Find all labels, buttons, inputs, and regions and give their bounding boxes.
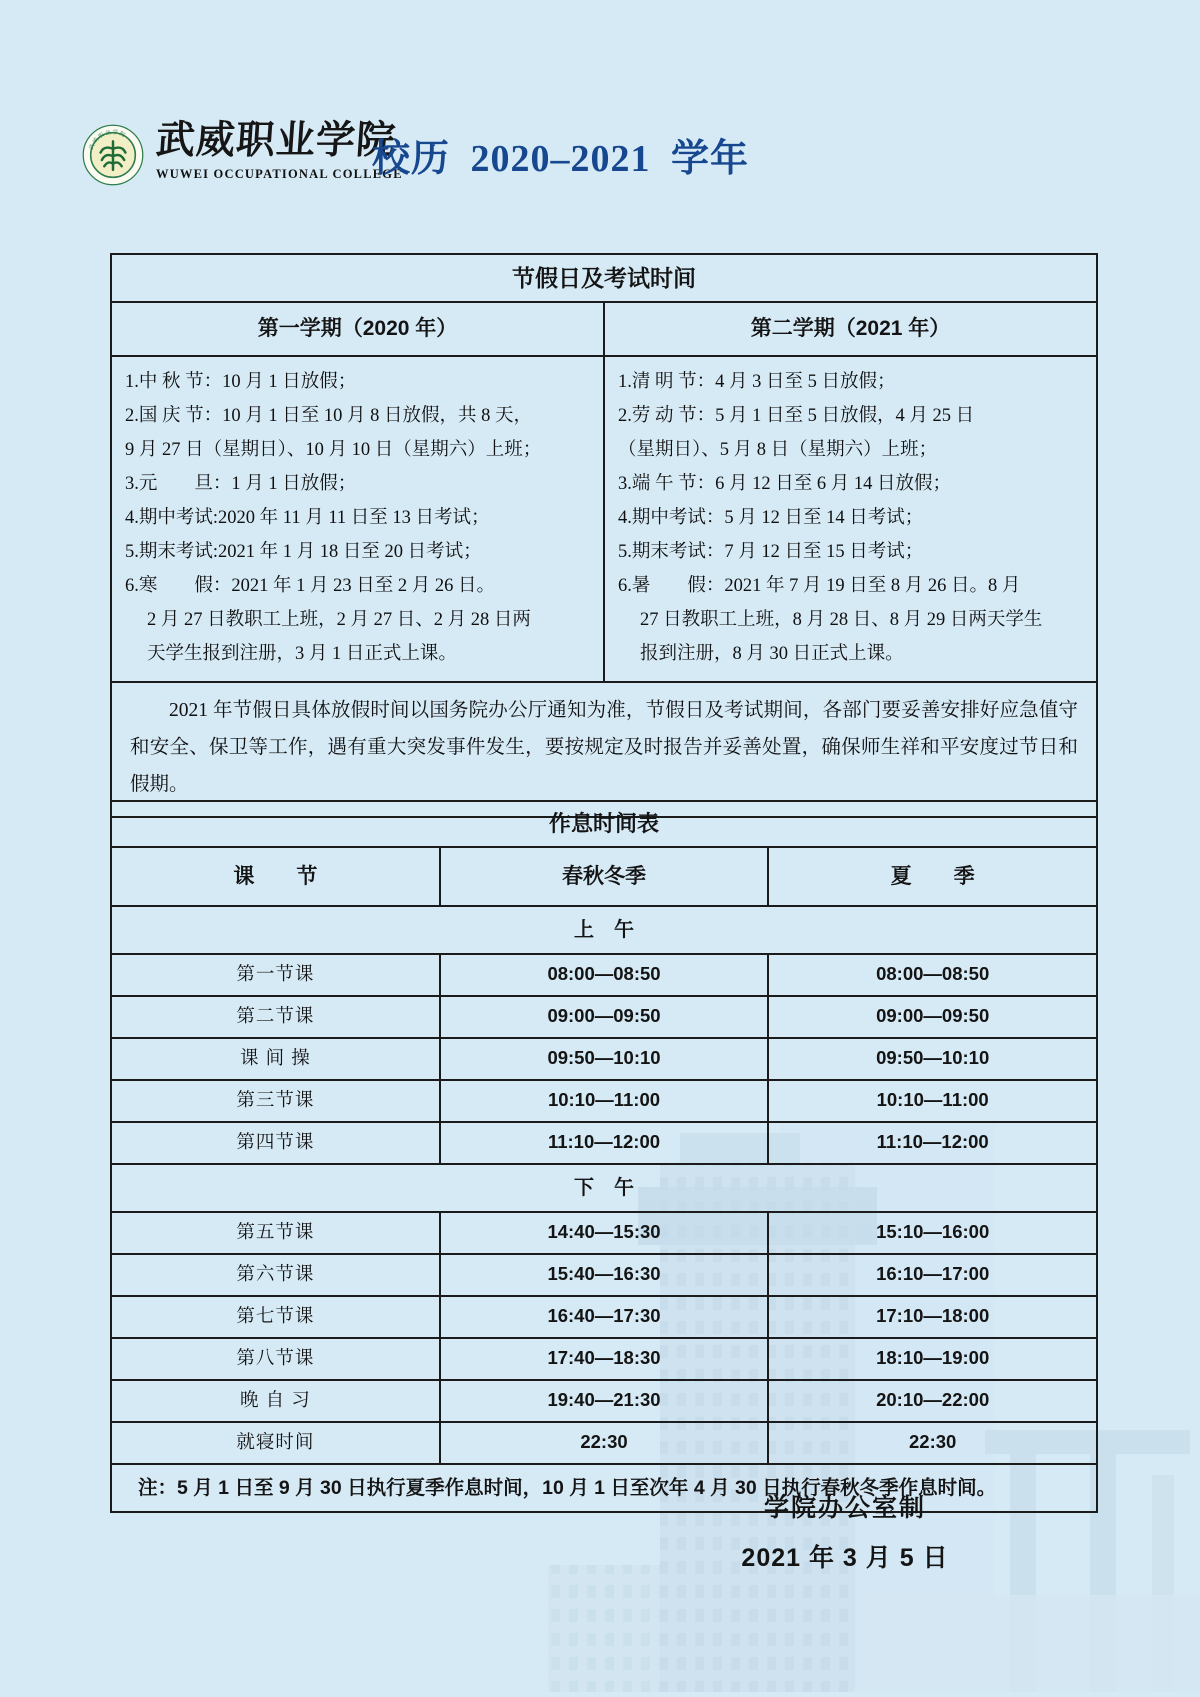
holiday-item-line: 3.端 午 节：6 月 12 日至 6 月 14 日放假； [618,474,952,494]
table-row [112,953,1096,995]
table-row [112,1121,1096,1163]
holiday-table-body [112,355,1096,681]
lesson-label: 第六节课 [112,1255,441,1295]
lesson-label: 第七节课 [112,1297,441,1337]
spring-time: 11:10—12:00 [441,1123,770,1163]
holiday-item-line: 1.清 明 节：4 月 3 日至 5 日放假； [618,372,896,392]
page-footer [645,1488,1045,1574]
semester2-items [605,357,1096,681]
schedule-note: 注：5 月 1 日至 9 月 30 日执行夏季作息时间，10 月 1 日至次年 4 月 30 日执行春秋冬季作息时间。 [112,1463,1096,1511]
table-row [112,1211,1096,1253]
column-header-spring-autumn-winter: 春秋冬季 [441,848,770,905]
schedule-header-row [112,846,1096,905]
table-row [112,1079,1096,1121]
holiday-item-line: 5.期末考试:2021 年 1 月 18 日至 20 日考试； [125,542,482,562]
summer-time: 16:10—17:00 [876,1263,990,1284]
issue-date: 2021 年 3 月 5 日 [741,1544,949,1572]
holiday-item-line: 27 日教职工上班，8 月 28 日、8 月 29 日两天学生 [640,610,1043,630]
spring-time: 16:40—17:30 [441,1297,770,1337]
schedule-table-title: 作息时间表 [548,811,659,836]
summer-time: 17:10—18:00 [876,1305,990,1326]
table-row [112,1253,1096,1295]
table-row [112,995,1096,1037]
summer-time: 20:10—22:00 [876,1389,990,1410]
lesson-label: 第四节课 [112,1123,441,1163]
summer-time: 09:00—09:50 [876,1005,990,1026]
lesson-label: 第一节课 [112,955,441,995]
summer-time: 10:10—11:00 [876,1089,989,1110]
lesson-label: 第八节课 [112,1339,441,1379]
holiday-item-line: 2 月 27 日教职工上班，2 月 27 日、2 月 28 日两 [147,610,531,630]
spring-time: 08:00—08:50 [441,955,770,995]
daily-schedule-table [110,800,1098,1513]
summer-time: 09:50—10:10 [876,1047,990,1068]
college-seal-icon [82,124,144,186]
summer-time: 08:00—08:50 [876,963,990,984]
spring-time: 14:40—15:30 [441,1213,770,1253]
summer-time: 15:10—16:00 [876,1221,990,1242]
college-name-en: WUWEI OCCUPATIONAL COLLEGE [156,167,403,181]
spring-time: 15:40—16:30 [441,1255,770,1295]
holiday-item-line: 6.暑 假：2021 年 7 月 19 日至 8 月 26 日。8 月 [618,576,1021,596]
lesson-label: 课 间 操 [112,1039,441,1079]
college-brand [154,118,403,182]
holiday-item-line: 6.寒 假：2021 年 1 月 23 日至 2 月 26 日。 [125,576,496,596]
lesson-label: 第五节课 [112,1213,441,1253]
table-row [112,1295,1096,1337]
spring-time: 09:00—09:50 [441,997,770,1037]
table-row [112,1421,1096,1463]
spring-time: 10:10—11:00 [441,1081,770,1121]
semester2-header: 第二学期（2021 年） [750,317,951,340]
lesson-label: 就寝时间 [112,1423,441,1463]
holiday-item-line: 2.劳 动 节：5 月 1 日至 5 日放假，4 月 25 日 [618,406,975,426]
holiday-item-line: 5.期末考试：7 月 12 日至 15 日考试； [618,542,924,562]
page-title: 校历 2020–2021 学年 [372,138,750,180]
holiday-item-line: 报到注册，8 月 30 日正式上课。 [640,644,904,664]
college-name-zh: 武威职业学院 [154,119,398,162]
spring-time: 19:40—21:30 [441,1381,770,1421]
holiday-note: 2021 年节假日具体放假时间以国务院办公厅通知为准，节假日及考试期间，各部门要妥善安排好应急值守和安全、保卫等工作，遇有重大突发事件发生，要按规定及时报告并妥善处置，确保师生祥和平安度过节日和假期。 [112,681,1096,816]
summer-time: 22:30 [909,1431,957,1452]
holiday-item-line: （星期日）、5 月 8 日（星期六）上班； [618,440,938,460]
holiday-item-line: 2.国 庆 节：10 月 1 日至 10 月 8 日放假，共 8 天， [125,406,533,426]
holiday-item-line: 1.中 秋 节：10 月 1 日放假； [125,372,357,392]
holiday-exam-table [110,253,1098,818]
table-row [112,1337,1096,1379]
holiday-item-line: 3.元 旦：1 月 1 日放假； [125,474,357,494]
spring-time: 17:40—18:30 [441,1339,770,1379]
spring-time: 09:50—10:10 [441,1039,770,1079]
lesson-label: 第三节课 [112,1081,441,1121]
semester1-header: 第一学期（2020 年） [112,303,605,355]
summer-time: 11:10—12:00 [876,1131,989,1152]
page-header [0,0,1200,220]
holiday-table-header-row [112,301,1096,355]
column-header-lesson: 课 节 [112,848,441,905]
section-afternoon: 下 午 [112,1163,1096,1211]
lesson-label: 第二节课 [112,997,441,1037]
holiday-item-line: 天学生报到注册，3 月 1 日正式上课。 [147,644,457,664]
holiday-table-title: 节假日及考试时间 [512,265,696,291]
table-row [112,1379,1096,1421]
holiday-item-line: 4.期中考试：5 月 12 日至 14 日考试； [618,508,924,528]
spring-time: 22:30 [441,1423,770,1463]
holiday-item-line: 9 月 27 日（星期日）、10 月 10 日（星期六）上班； [125,440,542,460]
table-row [112,1037,1096,1079]
section-morning: 上 午 [112,905,1096,953]
lesson-label: 晚 自 习 [112,1381,441,1421]
summer-time: 18:10—19:00 [876,1347,990,1368]
holiday-item-line: 4.期中考试:2020 年 11 月 11 日至 13 日考试； [125,508,490,528]
semester1-items [112,357,605,681]
column-header-summer: 夏 季 [890,865,975,888]
svg-text:武威职业学院: 武威职业学院 [88,129,127,151]
issuing-office: 学院办公室制 [763,1494,926,1522]
